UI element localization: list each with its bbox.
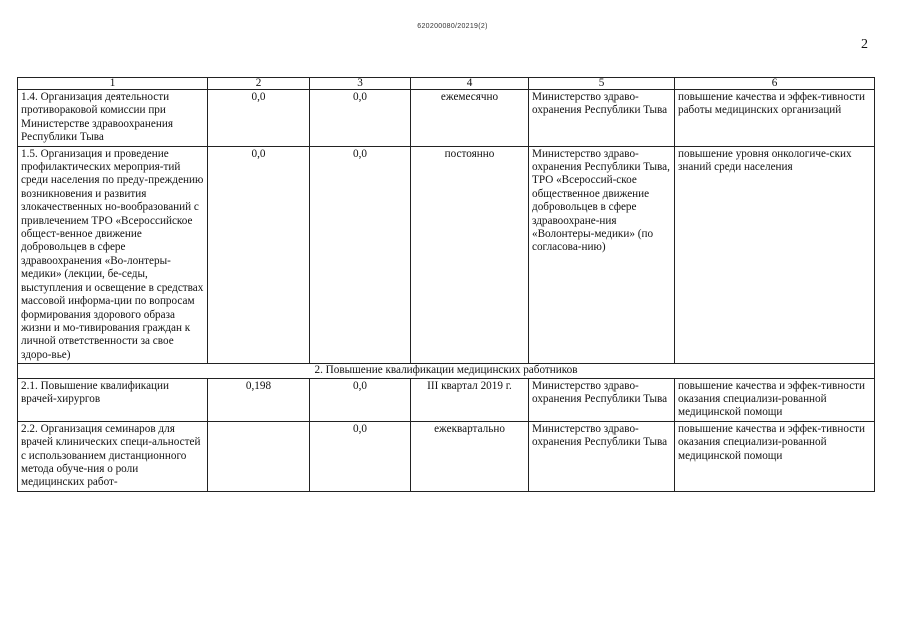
- table-row: [18, 378, 875, 421]
- header-row: [18, 78, 875, 90]
- table-row: [18, 90, 875, 147]
- document-id: 620200080/20219(2): [417, 23, 488, 30]
- measure-name: 2.2. Организация семинаров для врачей клинических специ-альностей с использованием дистанционного метода обуче-ния о роли медицинских работ-: [18, 421, 208, 491]
- result-cell: повышение качества и эффек-тивности работы медицинских организаций: [675, 90, 875, 147]
- amount-cell: 0,0: [208, 90, 310, 147]
- amount-cell: 0,0: [310, 378, 411, 421]
- header-cell: 3: [310, 78, 411, 90]
- amount-cell: 0,0: [310, 90, 411, 147]
- result-cell: повышение качества и эффек-тивности оказания специализи-рованной медицинской помощи: [675, 378, 875, 421]
- executor-cell: Министерство здраво-охранения Республики Тыва: [529, 378, 675, 421]
- measure-name: 1.5. Организация и проведение профилактических мероприя-тий среди населения по преду-преждению возникновения и развития злокачественных но-вообразований с привлечением ТРО «Всероссийское общест-венное движение добровольцев в сфере здравоохранения «Во-лонтеры-медики» (лекции, бе-седы, выступления и освещение в средствах массовой информа-ции по вопросам формирования здорового образа жизни и мо-тивирования граждан к личной ответственности за свое здоро-вье): [18, 146, 208, 364]
- executor-cell: Министерство здраво-охранения Республики Тыва: [529, 421, 675, 491]
- executor-cell: Министерство здраво-охранения Республики Тыва, ТРО «Всероссий-ское общественное движение добровольцев в сфере здравоохране-ния «Волонтеры-медики» (по согласова-нию): [529, 146, 675, 364]
- amount-cell: 0,0: [310, 146, 411, 364]
- result-cell: повышение уровня онкологиче-ских знаний среди населения: [675, 146, 875, 364]
- amount-cell: 0,0: [208, 146, 310, 364]
- measures-table: [17, 77, 875, 492]
- period-cell: ежеквартально: [411, 421, 529, 491]
- header-cell: 4: [411, 78, 529, 90]
- measure-name: 1.4. Организация деятельности противораковой комиссии при Министерстве здравоохранения Республики Тыва: [18, 90, 208, 147]
- period-cell: постоянно: [411, 146, 529, 364]
- period-cell: ежемесячно: [411, 90, 529, 147]
- header-cell: 2: [208, 78, 310, 90]
- measure-name: 2.1. Повышение квалификации врачей-хирургов: [18, 378, 208, 421]
- header-cell: 6: [675, 78, 875, 90]
- amount-cell: [208, 421, 310, 491]
- page-number: 2: [861, 37, 868, 52]
- amount-cell: 0,198: [208, 378, 310, 421]
- header-cell: 1: [18, 78, 208, 90]
- section-header-row: [18, 364, 875, 378]
- table-row: [18, 146, 875, 364]
- period-cell: III квартал 2019 г.: [411, 378, 529, 421]
- header-cell: 5: [529, 78, 675, 90]
- amount-cell: 0,0: [310, 421, 411, 491]
- executor-cell: Министерство здраво-охранения Республики Тыва: [529, 90, 675, 147]
- result-cell: повышение качества и эффек-тивности оказания специализи-рованной медицинской помощи: [675, 421, 875, 491]
- table-row: [18, 421, 875, 491]
- section-title: 2. Повышение квалификации медицинских работников: [18, 364, 875, 378]
